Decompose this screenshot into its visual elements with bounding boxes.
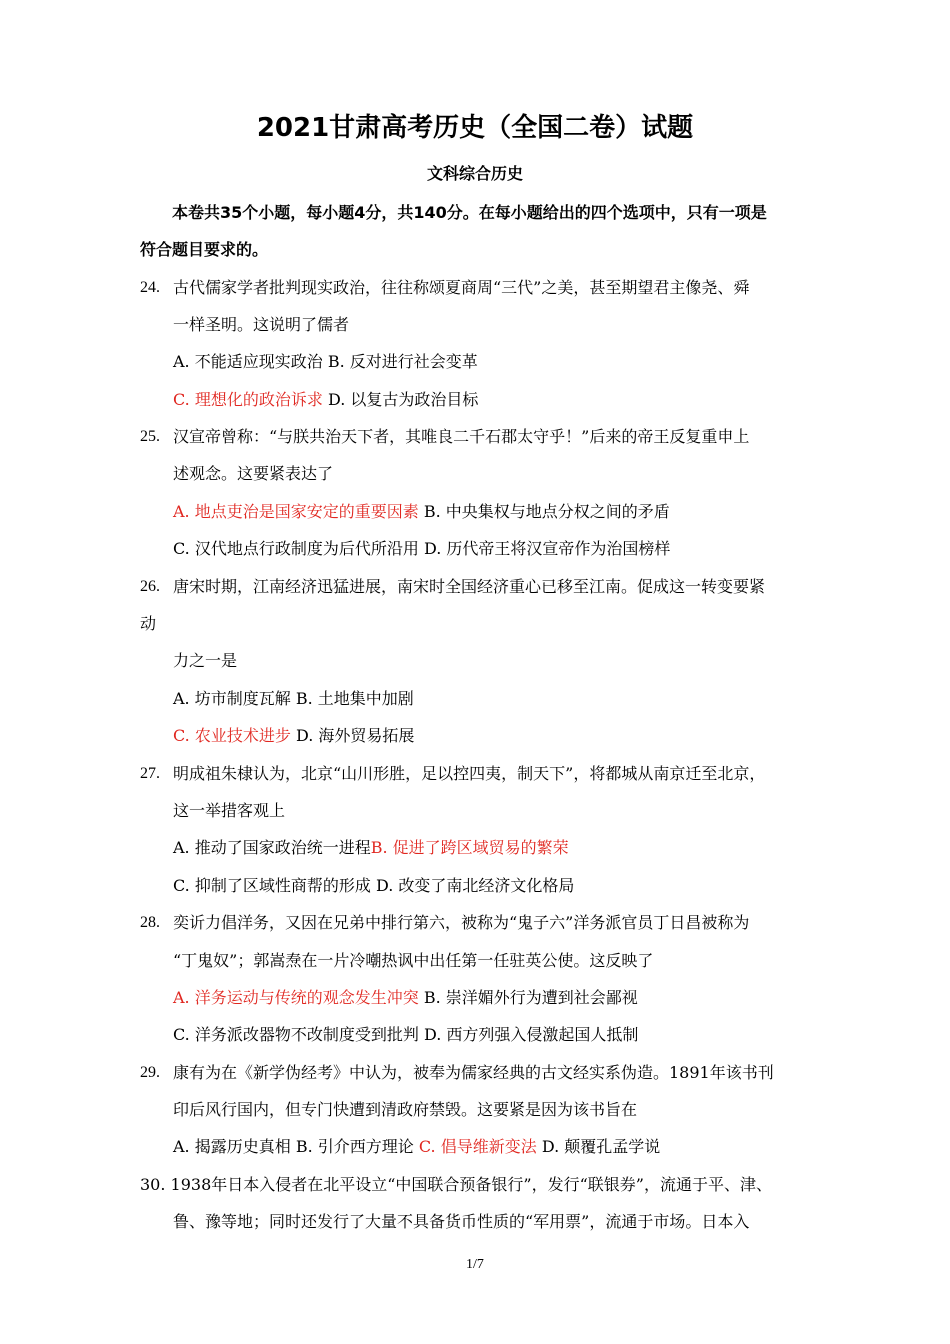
question-27-option-a: A. 推动了国家政治统一进程 (173, 838, 371, 857)
question-28-options-cd (173, 1025, 638, 1045)
question-27-option-d: D. 改变了南北经济文化格局 (375, 876, 575, 895)
question-24-option-a: A. 不能适应现实政治 (173, 352, 323, 371)
question-24-options-ab (173, 352, 478, 372)
question-25-number: 25. (140, 428, 160, 445)
question-25-stem-line-2: 述观念。这要紧表达了 (173, 464, 334, 483)
question-28-option-b: B. 崇洋媚外行为遭到社会鄙视 (423, 988, 638, 1007)
question-25-option-d: D. 历代帝王将汉宣帝作为治国榜样 (423, 539, 671, 558)
question-28-stem-line-1: 奕䜣力倡洋务，又因在兄弟中排行第六，被称为“鬼子六”洋务派官员丁日昌被称为 (173, 913, 750, 932)
question-24-stem-line-1: 古代儒家学者批判现实政治，往往称颂夏商周“三代”之美，甚至期望君主像尧、舜 (173, 278, 750, 297)
question-25-options-cd (173, 539, 670, 559)
question-25-options-ab (173, 502, 670, 522)
instructions-line-2: 符合题目要求的。 (140, 240, 269, 259)
question-29-option-a: A. 揭露历史真相 (173, 1137, 291, 1156)
question-26-option-d: D. 海外贸易拓展 (295, 726, 415, 745)
question-30-stem-line-2: 鲁、豫等地；同时还发行了大量不具备货币性质的“军用票”，流通于市场。日本入 (173, 1212, 750, 1231)
question-24-stem-line-2: 一样圣明。这说明了儒者 (173, 315, 350, 334)
question-26-stem-line-2: 力之一是 (173, 651, 238, 670)
question-29-number: 29. (140, 1064, 160, 1081)
question-28-number: 28. (140, 914, 160, 931)
question-26-number: 26. (140, 578, 160, 595)
question-26-option-a: A. 坊市制度瓦解 (173, 689, 291, 708)
question-29-stem-line-2: 印后风行国内，但专门快遭到清政府禁毁。这要紧是因为该书旨在 (173, 1100, 638, 1119)
question-25-stem-line-1: 汉宣帝曾称：“与朕共治天下者，其唯良二千石郡太守乎！”后来的帝王反复重申上 (173, 427, 750, 446)
question-28-option-a-answer: A. 洋务运动与传统的观念发生冲突 (173, 988, 419, 1007)
question-27-number: 27. (140, 765, 160, 782)
question-27-option-b-answer: B. 促进了跨区域贸易的繁荣 (370, 838, 569, 857)
page-number: 1/7 (466, 1257, 484, 1272)
question-29-stem-line-1: 康有为在《新学伪经考》中认为，被奉为儒家经典的古文经实系伪造。1891年该书刊 (173, 1063, 774, 1082)
question-28-option-d: D. 西方列强入侵激起国人抵制 (423, 1025, 639, 1044)
question-26-stem-line-1: 唐宋时期，江南经济迅猛进展，南宋时全国经济重心已移至江南。促成这一转变要紧 (173, 577, 766, 596)
question-26-options-cd (173, 726, 414, 746)
section-subtitle: 文科综合历史 (426, 164, 523, 183)
question-26-option-b: B. 土地集中加剧 (295, 689, 414, 708)
question-28-option-c: C. 洋务派改器物不改制度受到批判 (173, 1025, 419, 1044)
question-29-options (173, 1137, 660, 1157)
question-26-stem-line-1-wrap: 动 (140, 614, 157, 633)
question-29-option-c-answer: C. 倡导维新变法 (418, 1137, 537, 1156)
question-27-options-ab (173, 838, 569, 858)
question-24-number: 24. (140, 279, 160, 296)
question-27-stem-line-2: 这一举措客观上 (173, 801, 286, 820)
question-24-option-c-answer: C. 理想化的政治诉求 (173, 390, 323, 409)
question-26-options-ab (173, 689, 414, 709)
question-27-option-c: C. 抑制了区域性商帮的形成 (173, 876, 371, 895)
question-26-option-c-answer: C. 农业技术进步 (173, 726, 291, 745)
question-24-option-d: D. 以复古为政治目标 (327, 390, 479, 409)
question-30-stem-line-1: 30. 1938年日本入侵者在北平设立“中国联合预备银行”，发行“联银券”，流通于平、津、 (140, 1175, 772, 1194)
question-24-options-cd (173, 390, 478, 410)
question-27-stem-line-1: 明成祖朱棣认为，北京“山川形胜，足以控四夷，制天下”，将都城从南京迁至北京， (173, 764, 766, 783)
question-28-options-ab (173, 988, 638, 1008)
question-27-options-cd (173, 876, 574, 896)
question-24-option-b: B. 反对进行社会变革 (327, 352, 478, 371)
question-28-stem-line-2: “丁鬼奴”；郭嵩焘在一片冷嘲热讽中出任第一任驻英公使。这反映了 (173, 951, 654, 970)
question-29-option-d: D. 颠覆孔孟学说 (541, 1137, 661, 1156)
question-29-option-b: B. 引介西方理论 (295, 1137, 414, 1156)
page-title: 2021甘肃高考历史（全国二卷）试题 (256, 113, 694, 143)
question-25-option-c: C. 汉代地点行政制度为后代所沿用 (173, 539, 419, 558)
question-25-option-a-answer: A. 地点吏治是国家安定的重要因素 (173, 502, 419, 521)
question-25-option-b: B. 中央集权与地点分权之间的矛盾 (423, 502, 670, 521)
instructions-line-1: 本卷共35个小题，每小题4分，共140分。在每小题给出的四个选项中，只有一项是 (172, 203, 767, 222)
